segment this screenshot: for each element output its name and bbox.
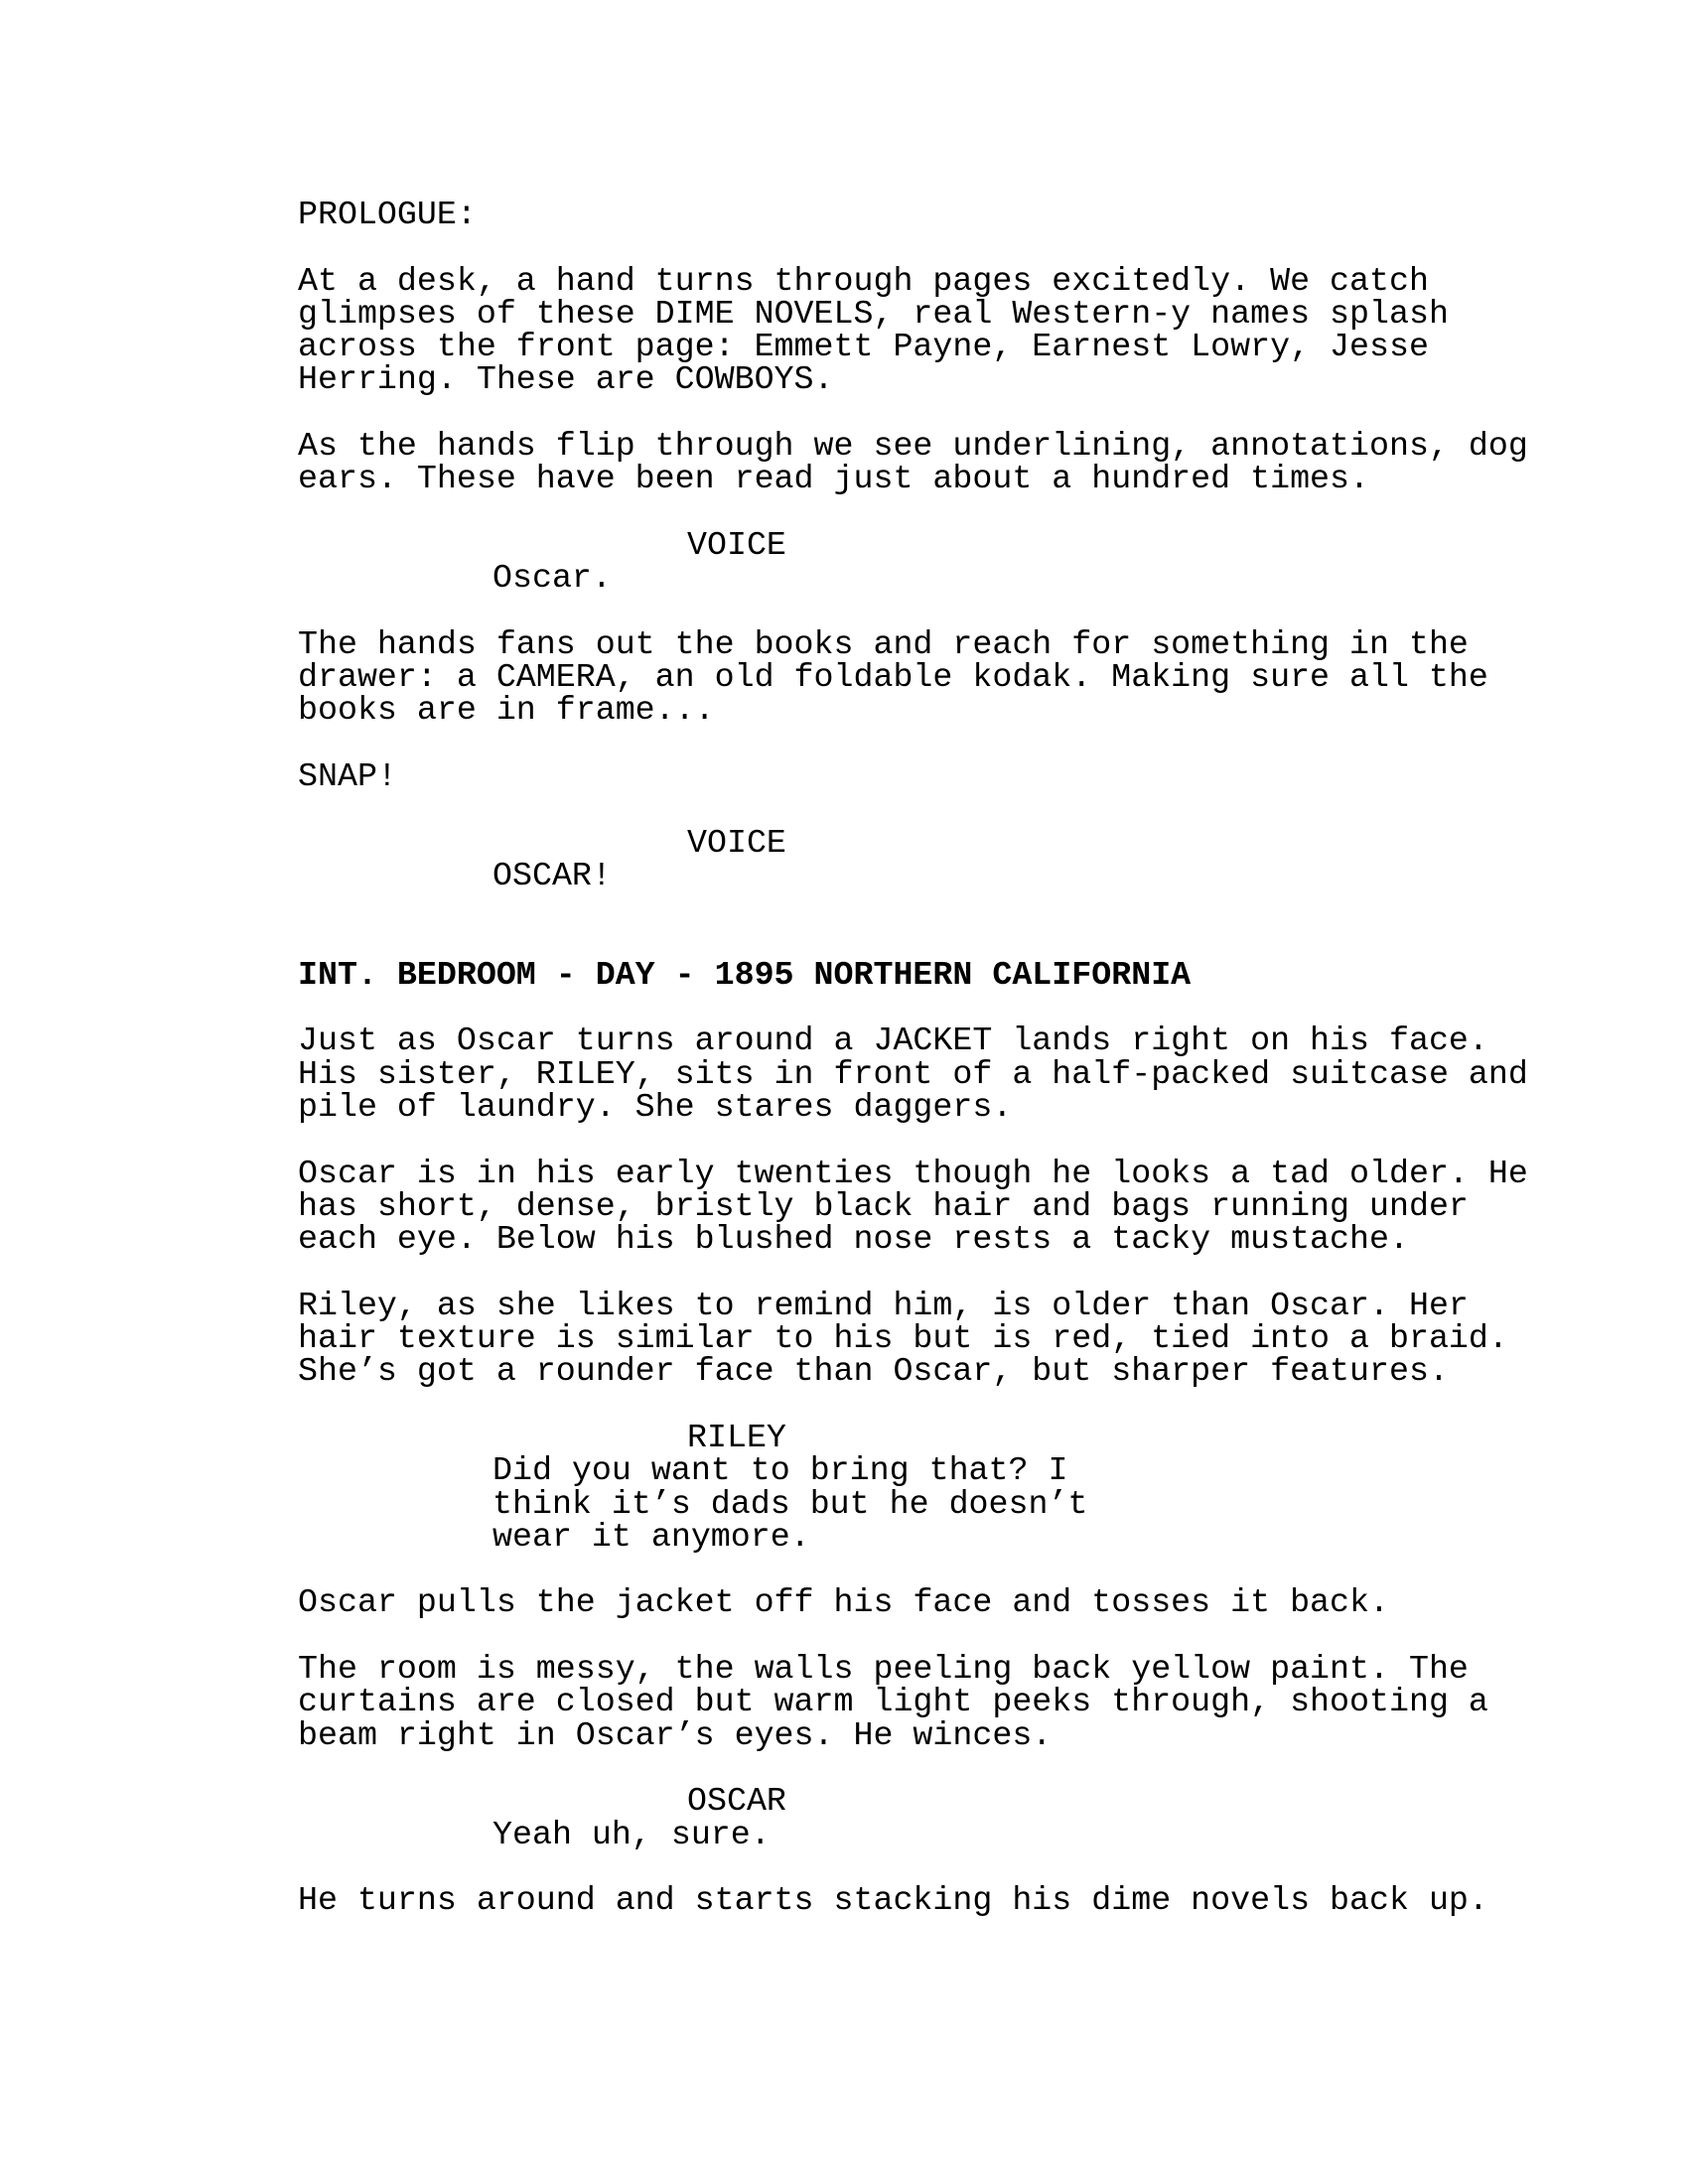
character-name: RILEY [687,1418,786,1456]
action-paragraph: Oscar is in his early twenties though he looks a tad older. He has short, dense, bristly black hair and bags running under each eye. Below his blushed nose rests a tacky mustache. [298,1154,1528,1259]
character-name: VOICE [687,823,786,862]
dialogue: Did you want to bring that? I think it’s dads but he doesn’t wear it anymore. [492,1451,1088,1556]
action-paragraph: Just as Oscar turns around a JACKET lands right on his face. His sister, RILEY, sits in front of a half-packed suitcase and pile of laundry. She stares daggers. [298,1022,1528,1127]
action-paragraph: Riley, as she likes to remind him, is older than Oscar. Her hair texture is similar to his but is red, tied into a braid. She’s got a rounder face than Oscar, but sharper features. [298,1286,1508,1391]
character-name: OSCAR [687,1782,786,1821]
action-paragraph: He turns around and starts stacking his dime novels back up. [298,1881,1488,1920]
scene-heading: INT. BEDROOM - DAY - 1895 NORTHERN CALIFORNIA [298,955,1192,994]
action-paragraph: As the hands flip through we see underlining, annotations, dog ears. These have been read just about a hundred times. [298,427,1528,498]
action-paragraph: SNAP! [298,757,397,796]
character-name: VOICE [687,525,786,564]
dialogue: OSCAR! [492,856,612,894]
action-paragraph: At a desk, a hand turns through pages excitedly. We catch glimpses of these DIME NOVELS, real Western-y names splash across the front page: Emmett Payne, Earnest Lowry, Jesse Herring. These are COWBOYS. [298,261,1449,399]
dialogue: Yeah uh, sure. [492,1815,771,1853]
dialogue: Oscar. [492,559,612,598]
action-paragraph: The room is messy, the walls peeling back yellow paint. The curtains are closed but warm light peeks through, shooting a beam right in Oscar’s eyes. He winces. [298,1650,1488,1754]
action-paragraph: Oscar pulls the jacket off his face and tosses it back. [298,1583,1389,1622]
action-paragraph: The hands fans out the books and reach for something in the drawer: a CAMERA, an old foldable kodak. Making sure all the books are in frame... [298,624,1488,730]
screenplay-page [298,196,1539,1920]
prologue-label: PROLOGUE: [298,196,477,233]
